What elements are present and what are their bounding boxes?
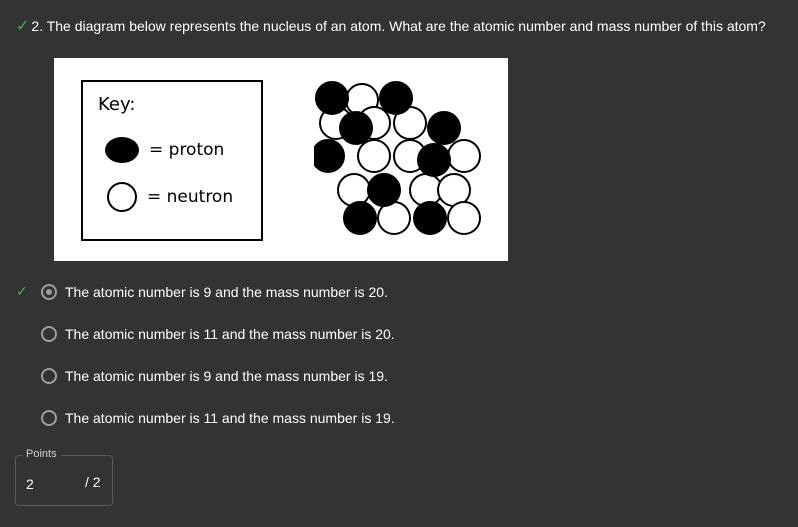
points-label: Points (22, 448, 61, 460)
option-label: The atomic number is 11 and the mass number is 19. (65, 410, 395, 426)
neutron-label: = neutron (147, 187, 234, 207)
radio-icon[interactable] (41, 410, 57, 426)
correct-answer-check-icon: ✓ (16, 283, 28, 299)
nucleus-diagram (54, 58, 508, 261)
neutron-symbol-icon (107, 182, 137, 212)
proton-symbol-icon (105, 137, 139, 163)
radio-icon[interactable] (41, 368, 57, 384)
question-text: 2. The diagram below represents the nucleus of an atom. What are the atomic number and mass number of this atom? (31, 18, 766, 34)
points-value: 2 (26, 476, 34, 492)
key-title: Key: (98, 94, 136, 115)
proton-label: = proton (149, 140, 225, 160)
option-label: The atomic number is 9 and the mass number is 19. (65, 368, 388, 384)
question-text-row (16, 16, 796, 37)
correct-check-icon: ✓ (16, 18, 30, 35)
option-label: The atomic number is 9 and the mass number is 20. (65, 284, 388, 300)
radio-selected-icon[interactable] (41, 284, 57, 300)
key-row-neutron (105, 182, 233, 212)
option-label: The atomic number is 11 and the mass number is 20. (65, 326, 395, 342)
points-total: / 2 (85, 474, 101, 490)
answer-option-1[interactable] (41, 282, 388, 302)
key-row-proton (105, 137, 224, 163)
radio-icon[interactable] (41, 326, 57, 342)
answer-option-2[interactable] (41, 324, 395, 344)
diagram-key (81, 80, 263, 241)
points-field (15, 448, 113, 506)
answer-option-4[interactable] (41, 408, 395, 428)
nucleus-cluster (314, 78, 494, 243)
answer-option-3[interactable] (41, 366, 388, 386)
